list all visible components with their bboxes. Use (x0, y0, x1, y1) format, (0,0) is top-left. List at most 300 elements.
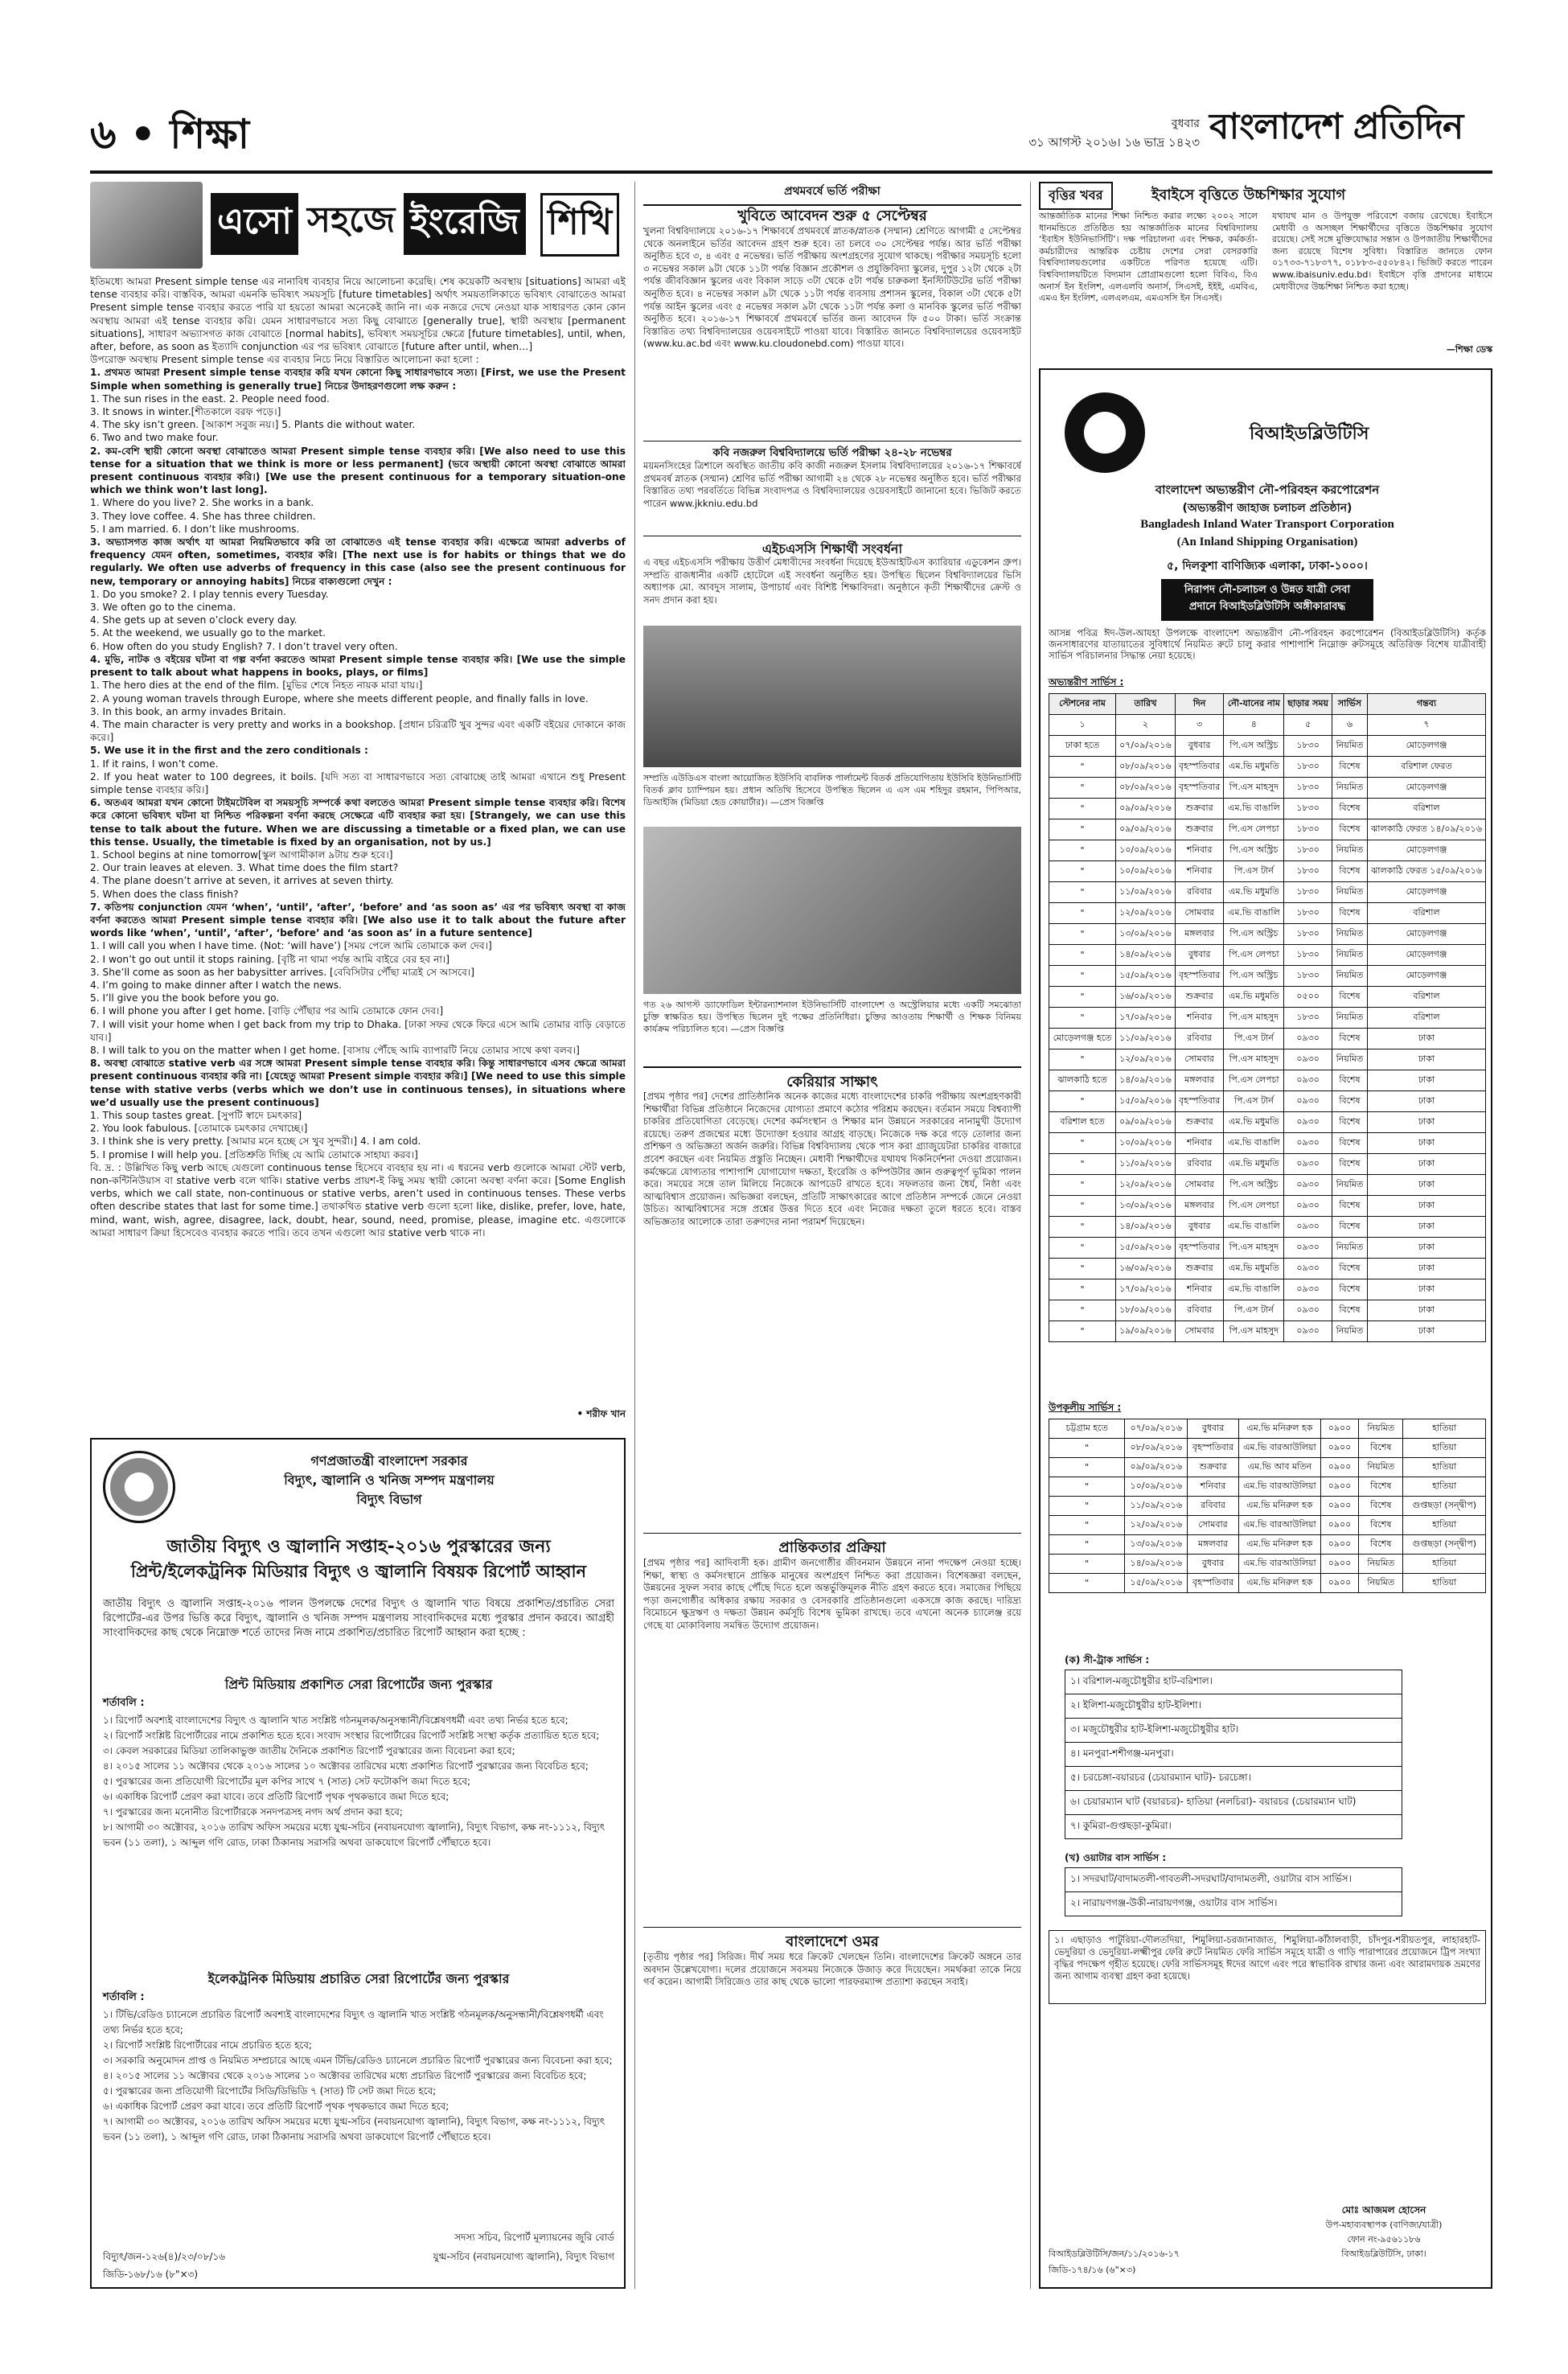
table-cell: " (1049, 1574, 1125, 1593)
english-lesson (90, 182, 626, 1420)
table-cell: " (1049, 1300, 1116, 1321)
print-award-title: প্রিন্ট মিডিয়ায় প্রকাশিত সেরা রিপোর্টের জন্য পুরস্কার (224, 1677, 493, 1692)
table-cell: ১৪/০৯/২০১৬ (1115, 1217, 1175, 1238)
table-cell: সোমবার (1175, 1175, 1223, 1196)
table-cell: পি.এস মাহসুদ (1224, 1238, 1284, 1259)
table-cell: মোড়েলগঞ্জ (1367, 778, 1485, 799)
table-row (1049, 1133, 1486, 1154)
table-cell: এম.ভি বারআউলিয়া (1238, 1555, 1320, 1574)
table-cell: ১৮৩০ (1284, 799, 1332, 819)
page-number-section: ৬ • শিক্ষা (90, 110, 250, 158)
table-cell: " (1049, 840, 1116, 861)
table-cell: বরিশাল ফেরত (1367, 757, 1485, 778)
table-cell: " (1049, 945, 1116, 966)
table-cell: বিশেষ (1359, 1439, 1403, 1458)
table-cell: " (1049, 799, 1116, 819)
table-cell: ঢাকা (1367, 1133, 1485, 1154)
table-cell: বিশেষ (1359, 1516, 1403, 1535)
table-cell: ২। নারায়ণগঞ্জ-উকী-নারায়ণগঞ্জ, ওয়াটার বাস সার্ভিস। (1065, 1892, 1402, 1916)
govt-title-1: জাতীয় বিদ্যুৎ ও জ্বালানি সপ্তাহ-২০১৬ পুরস্কারের জন্য (166, 1537, 551, 1557)
table-cell: সোমবার (1175, 903, 1223, 924)
table-row (1049, 1154, 1486, 1175)
table-cell: রবিবার (1175, 1154, 1223, 1175)
biwtc-notice: আসন্ন পবিত্র ঈদ-উল-আযহা উপলক্ষে বাংলাদেশ অভ্যন্তরীণ নৌ-পরিবহন করপোরেশন (বিআইডব্লিউটিসি) কর্তৃক জনসাধারণের যাতায়াতের সুবিধার্থে নিয়মিত রুটে চালু করার পাশাপাশি নিম্নোক্ত রুটসমূহে অতিরিক্ত বিশেষ যাত্রীবাহী সার্ভিস পরিচালনার সিদ্ধান্ত নেয়া হয়েছে। (1049, 627, 1486, 661)
table-cell: ১০/০৯/২০১৬ (1115, 861, 1175, 882)
table-cell: হাতিয়া (1403, 1439, 1486, 1458)
table-cell: ১৪/০৯/২০১৬ (1115, 1070, 1175, 1091)
table-cell: " (1049, 1238, 1116, 1259)
table-cell: " (1049, 819, 1116, 840)
govt-dfp: জিডি-১৬৮/১৬ (৮"×৩) (103, 2269, 199, 2280)
banner-word-1: এসো (211, 193, 298, 255)
table-cell: ০৯/০৯/২০১৬ (1125, 1458, 1188, 1477)
table-row (1049, 966, 1486, 987)
table-cell: হাতিয়া (1403, 1419, 1486, 1439)
table-cell: এম.ভি বাঙালি (1224, 1133, 1284, 1154)
table-cell: ০৯০০ (1320, 1439, 1358, 1458)
table-cell: বিশেষ (1332, 903, 1367, 924)
daffodil-caption: গত ২৬ আগস্ট ড্যাফোডিল ইন্টারন্যাশনাল ইউনিভার্সিটি বাংলাদেশ ও অস্ট্রেলিয়ার মধ্যে একটি সমঝোতা চুক্তি স্বাক্ষরিত হয়। উপস্থিত ছিলেন দুই পক্ষের প্রতিনিধিরা। চুক্তির আওতায় শিক্ষার্থী ও শিক্ষক বিনিময় কার্যক্রম পরিচালিত হবে। —প্রেস বিজ্ঞপ্তি (643, 1000, 1021, 1034)
biwtc-ref: বিআইডব্লিউটিসি/জন/১১/২০১৬-১৭ (1049, 2249, 1180, 2259)
table-cell: নিয়মিত (1332, 1049, 1367, 1070)
table-cell: বুধবার (1188, 1419, 1239, 1439)
stative-note: বি. দ্র. : উল্লিখিত কিছু verb আছে যেগুলো continuous tense হিসেবে ব্যবহার হয় না। এ ধরনের verb গুলোকে আমরা স্টেট verb, non-কন্টিনিউয়াস বা stative verb বলে থাকি। stative verbs প্রায়শ-ই কিছু সময় স্থায়ী কোনো অবস্থা বর্ণনা করে। [Some English verbs, which we call state, non-continuous or stative verbs, aren’t used in continuous tenses. These verbs often describe states that last for some time.] তথাকথিত stative verb গুলো হলো like, dislike, prefer, love, hate, mind, want, wish, agree, disagree, lack, doubt, hear, sound, need, promise, please, imagine etc. এগুলোকে আমরা সাধারণ ক্রিয়া হিসেবেও ব্যবহার করতে পারি। তবে তখন এগুলো আর stative verb থাকে না। (90, 1161, 626, 1238)
lesson-author: • শরীফ খান (577, 1408, 626, 1419)
table-row (1049, 1196, 1486, 1217)
table-cell: " (1049, 1516, 1125, 1535)
table-cell: ঝালকাঠি ফেরত ১৫/০৯/২০১৬ (1367, 861, 1485, 882)
table-cell: এম.ভি মনিরুল হক (1238, 1419, 1320, 1439)
biwtc-en-name: Bangladesh Inland Water Transport Corporation (1140, 518, 1394, 531)
rule-5: 5. We use it in the first and the zero conditionals : (90, 745, 368, 757)
table-cell: ঢাকা (1367, 1238, 1485, 1259)
table-cell: " (1049, 1497, 1125, 1516)
govt-signatory-2: যুগ্ম-সচিব (নবায়নযোগ্য জ্বালানি), বিদ্যুৎ বিভাগ (433, 2251, 614, 2262)
table-cell: ০৯৩০ (1284, 1070, 1332, 1091)
table-row (1049, 945, 1486, 966)
table-cell: এম.ভি বারআউলিয়া (1238, 1439, 1320, 1458)
debate-photo (643, 827, 1021, 994)
table-cell: ০৯৩০ (1284, 1112, 1332, 1133)
table-cell: " (1049, 903, 1116, 924)
electronic-conditions: ১। টিভি/রেডিও চ্যানেলে প্রচারিত রিপোর্ট অবশ্যই বাংলাদেশের বিদ্যুৎ ও জ্বালানি খাত সংশ্লিষ্ট গঠনমূলক/অনুসন্ধানী/বিশ্লেষণধর্মী এবং তথ্য নির্ভর হতে হবে; ২। রিপোর্ট সংশ্লিষ্ট রিপোর্টারের নামে প্রচারিত হতে হবে; ৩। সরকারি অনুমোদন প্রাপ্ত ও নিয়মিত সম্প্রচারে আছে এমন টিভি/রেডিও চ্যানেলে প্রচারিত রিপোর্ট পুরস্কারের জন্য বিবেচনা করা হবে; ৪। ২০১৫ সালের ১১ অক্টোবর থেকে ২০১৬ সালের ১০ অক্টোবর তারিখের মধ্যে প্রচারিত রিপোর্ট পুরস্কারের জন্য বিবেচিত হবে; ৫। পুরস্কারের জন্য প্রতিযোগী রিপোর্টের সিডি/ডিভিডি ৭ (সাত) টি সেট জমা দিতে হবে; ৬। একাধিক রিপোর্ট প্রেরণ করা যাবে। তবে প্রতিটি রিপোর্ট পৃথক পৃথকভাবে জমা দিতে হবে; ৭। আগামী ৩০ অক্টোবর, ২০১৬ তারিখ অফিস সময়ের মধ্যে যুগ্ম-সচিব (নবায়নযোগ্য জ্বালানি), বিদ্যুৎ বিভাগ, কক্ষ নং-১১১২, বিদ্যুৎ ভবন (১১ তলা), ১ আব্দুল গণি রোড, ঢাকা ঠিকানায় সরাসরি অথবা ডাকযোগে রিপোর্ট পৌঁছাতে হবে। (103, 2009, 613, 2142)
table-cell: বিশেষ (1359, 1477, 1403, 1497)
nazrul-headline: কবি নজরুল বিশ্ববিদ্যালয়ে ভর্তি পরীক্ষা ২৪-২৮ নভেম্বর (643, 441, 1021, 462)
table-cell: এম.ভি মধুমতি (1224, 882, 1284, 903)
table-cell: বিশেষ (1332, 1070, 1367, 1091)
lesson-summary: উপরোক্ত অবস্থায় Present simple tense এর ব্যবহার নিচে নিয়ে বিস্তারিত আলোচনা করা হলো : (90, 354, 479, 366)
table-cell: ১০/০৯/২০১৬ (1115, 1133, 1175, 1154)
table-cell: ০৭/০৯/২০১৬ (1125, 1419, 1188, 1439)
table-cell: বুধবার (1188, 1555, 1239, 1574)
table-cell: নিয়মিত (1359, 1555, 1403, 1574)
table-cell: নিয়মিত (1359, 1458, 1403, 1477)
govt-title-2: প্রিন্ট/ইলেকট্রনিক মিডিয়ার বিদ্যুৎ ও জ্বালানি বিষয়ক রিপোর্ট আহ্বান (130, 1562, 587, 1581)
table-cell: ১১/০৯/২০১৬ (1115, 1029, 1175, 1049)
examples-4: 1. The hero dies at the end of the film. [মুভির শেষে নিহত নায়ক মারা যায়।] 2. A young woman travels through Europe, where she meets different people, and finally falls in love. 3. In this book, an army invades Britain. 4. The main character is very pretty and works in a bookshop. [প্রধান চরিত্রটি খুব সুন্দর এবং একটি বইয়ের দোকানে কাজ করে।] (90, 680, 626, 744)
table-cell: রবিবার (1188, 1497, 1239, 1516)
table-cell: ০৫০০ (1284, 987, 1332, 1008)
table-cell: ১৮৩০ (1284, 945, 1332, 966)
table-cell: ১২/০৯/২০১৬ (1125, 1516, 1188, 1535)
biwtc-slogan-1: নিরাপদ নৌ-চলাচল ও উন্নত যাত্রী সেবা (1184, 584, 1351, 596)
coastal-service-label: উপকূলীয় সার্ভিস : (1049, 1402, 1122, 1413)
table-cell: ৭। কুমিরা-গুপ্তছড়া-কুমিরা। (1065, 1815, 1402, 1839)
table-cell: ১৮৩০ (1284, 778, 1332, 799)
table-cell: ঢাকা (1367, 1154, 1485, 1175)
table-cell: ঢাকা (1367, 1049, 1485, 1070)
table-cell: ১। বরিশাল-মজুচৌধুরীর হাট-বরিশাল। (1065, 1670, 1402, 1694)
list-item (1065, 1743, 1402, 1767)
table-cell: শনিবার (1175, 840, 1223, 861)
table-cell: ঝালকাঠি ফেরত ১৪/০৯/২০১৬ (1367, 819, 1485, 840)
table-cell: ০৯৩০ (1284, 1217, 1332, 1238)
table-cell: নিয়মিত (1332, 882, 1367, 903)
table-cell: গুপ্তছড়া (সন্দ্বীপ) (1403, 1497, 1486, 1516)
nazrul-body: ময়মনসিংহের ত্রিশালে অবস্থিত জাতীয় কবি কাজী নজরুল ইসলাম বিশ্ববিদ্যালয়ের ২০১৬-১৭ শিক্ষাবর্ষে প্রথমবর্ষ স্নাতক (সম্মান) শ্রেণির ভর্তি পরীক্ষা আগামী ২৪ থেকে ২৮ নভেম্বর অনুষ্ঠিত হবে। ভর্তি পরীক্ষার বিস্তারিত তথ্য পরবর্তিতে বিভিন্ন সংবাদপত্র ও বিশ্ববিদ্যালয়ের ওয়েবসাইটে জানানো হবে। ভিজিট করতে পারেন www.jkkniu.edu.bd (643, 460, 1021, 509)
govt-intro: জাতীয় বিদ্যুৎ ও জ্বালানি সপ্তাহ-২০১৬ পালন উপলক্ষে দেশের বিদ্যুৎ ও জ্বালানি খাত বিষয়ে প্রকাশিত/প্রচারিত সেরা রিপোর্টের-এর উপর ভিত্তি করে বিদ্যুৎ, জ্বালানি ও খনিজ সম্পদ মন্ত্রণালয় সাংবাদিকদের মধ্যে পুরস্কার প্রদান করবে। আগ্রহী সাংবাদিকদের কাছ থেকে নিম্নোক্ত শর্তে তাদের নিজ নামে প্রকাশিত/প্রচারিত রিপোর্ট আহ্বান করা হচ্ছে : (103, 1598, 614, 1639)
table-cell: এম.ভি মধুমতি (1224, 757, 1284, 778)
table-row (1049, 861, 1486, 882)
coastal-table-body (1049, 1419, 1486, 1593)
biwtc-slogan-2: প্রদানে বিআইডব্লিউটিসি অঙ্গীকারাবদ্ধ (1188, 601, 1346, 613)
table-cell: বিশেষ (1359, 1497, 1403, 1516)
table-cell: " (1049, 1458, 1125, 1477)
table-row (1049, 1497, 1486, 1516)
table-cell: ০৯০০ (1320, 1574, 1358, 1593)
table-cell: ৫। চরচেঙ্গা-বয়ারচর (চেয়ারম্যান ঘাট)- চরচেঙ্গা। (1065, 1767, 1402, 1791)
table-cell: ১২/০৯/২০১৬ (1115, 1049, 1175, 1070)
electronic-award-title: ইলেকট্রনিক মিডিয়ায় প্রচারিত সেরা রিপোর্টের জন্য পুরস্কার (207, 1971, 510, 1986)
list-item (1065, 1694, 1402, 1719)
print-conditions-label: শর্তাবলি : (103, 1697, 145, 1709)
banner-word-4: শিখি (540, 193, 619, 257)
biwtc-phone: ফোন নং-৯৫৬১১৮৬ (1347, 2234, 1421, 2245)
table-cell: ১৮৩০ (1284, 882, 1332, 903)
table-cell: ০৯৩০ (1284, 1196, 1332, 1217)
table-cell: ০৯৩০ (1284, 1321, 1332, 1342)
table-row (1049, 924, 1486, 945)
table-cell: ০৯৩০ (1284, 1049, 1332, 1070)
scholarship-byline: —শিক্ষা ডেস্ক (1446, 344, 1492, 355)
table-cell: ০৯০০ (1320, 1555, 1358, 1574)
table-cell: ০৯৩০ (1284, 1091, 1332, 1112)
table-cell: হাতিয়া (1403, 1458, 1486, 1477)
print-conditions: ১। রিপোর্ট অবশ্যই বাংলাদেশের বিদ্যুৎ ও জ্বালানি খাত সংশ্লিষ্ট গঠনমূলক/অনুসন্ধানী/বিশ্লেষণধর্মী এবং তথ্য নির্ভর হতে হবে; ২। রিপোর্ট সংশ্লিষ্ট রিপোর্টারের নামে প্রকাশিত হতে হবে। সংবাদ সংস্থার রিপোর্টারের রিপোর্ট সংশ্লিষ্ট সংস্থা কর্তৃক প্রত্যায়িত হতে হবে; ৩। কেবল সরকারের মিডিয়া তালিকাভুক্ত জাতীয় দৈনিকে প্রকাশিত রিপোর্ট পুরস্কারের জন্য বিবেচনা করা হবে; ৪। ২০১৫ সালের ১১ অক্টোবর থেকে ২০১৬ সালের ১০ অক্টোবর তারিখের মধ্যে প্রকাশিত রিপোর্ট পুরস্কারের জন্য বিবেচিত হবে; ৫। পুরস্কারের জন্য প্রতিযোগী রিপোর্টের মূল কপির সাথে ৭ (সাত) সেট ফটোকপি জমা দিতে হবে; ৬। একাধিক রিপোর্ট প্রেরণ করা যাবে। তবে প্রতিটি রিপোর্ট পৃথক পৃথকভাবে জমা দিতে হবে; ৭। পুরস্কারের জন্য মনোনীত রিপোর্টারকে সনদপত্রসহ নগদ অর্থ প্রদান করা হবে; ৮। আগামী ৩০ অক্টোবর, ২০১৬ তারিখ অফিস সময়ের মধ্যে যুগ্ম-সচিব (নবায়নযোগ্য জ্বালানি), বিদ্যুৎ বিভাগ, কক্ষ নং-১১১২, বিদ্যুৎ ভবন (১১ তলা), ১ আব্দুল গণি রোড, ঢাকা ঠিকানায় সরাসরি অথবা ডাকযোগে রিপোর্ট পৌঁছাতে হবে। (103, 1715, 605, 1848)
table-cell: বৃহস্পতিবার (1175, 778, 1223, 799)
table-cell: ঢাকা (1367, 1196, 1485, 1217)
table-row (1049, 1321, 1486, 1342)
table-cell: ঢাকা (1367, 1091, 1485, 1112)
table-cell: নিয়মিত (1332, 736, 1367, 757)
table-cell: ১৮৩০ (1284, 840, 1332, 861)
table-cell: " (1049, 1196, 1116, 1217)
table-cell: ১৩/০৯/২০১৬ (1115, 924, 1175, 945)
table-cell: বুধবার (1175, 945, 1223, 966)
lesson-intro: ইতিমধ্যে আমরা Present simple tense এর নানাবিধ ব্যবহার নিয়ে আলোচনা করেছি। শেষ কয়েকটি অবস্থায় [situations] আমরা এই tense ব্যবহার করি। বাস্তবিক, আমরা এমনকি ভবিষ্যৎ সময়সূচি [future timetables] অর্থাৎ সময়তালিকাতে ভবিষ্যৎ বোঝাতেও আমরা Present simple tense ব্যবহার করতে পারি যা হয়তো আমরা অনেকেই জানি না। এক নজরে দেখে নেওয়া যাক সাধারণত কোন কোন অবস্থায় আমরা এই tense ব্যবহার করি। যেমন সাধারণভাবে সত্য কিছু বোঝাতে [generally true], স্থায়ী অবস্থায় [permanent situations], সাধারণ অভ্যাসগত কাজ বোঝাতে [normal habits], ভবিষ্যৎ সময়সূচির ক্ষেত্রে [future timetables], until, when, after, before, as soon as ইত্যাদি conjunction এর পর ভবিষ্যৎ বোঝাতে [future after until, when…] (90, 276, 626, 353)
table-cell: বিশেষ (1332, 757, 1367, 778)
biwtc-name: বিআইডব্লিউটিসি (1250, 424, 1369, 444)
biwtc-officer: মোঃ আজমল হোসেন (1341, 2204, 1426, 2216)
table-cell: পি.এস মাহসুদ (1224, 778, 1284, 799)
table-row (1049, 736, 1486, 757)
header-rule (90, 170, 1492, 174)
table-cell: ১১/০৯/২০১৬ (1115, 882, 1175, 903)
table-row (1049, 1419, 1486, 1439)
table-cell: নিয়মিত (1332, 1008, 1367, 1029)
rule-4: 4. মুভি, নাটক ও বইয়ের ঘটনা বা গল্প বর্ণনা করতেও আমরা Present simple tense ব্যবহার করি। [We use the simple present to talk about what happens in books, plays, or films] (90, 653, 626, 679)
admission-kicker: প্রথমবর্ষে ভর্তি পরীক্ষা (643, 182, 1021, 206)
table-cell: ১৬/০৯/২০১৬ (1115, 1259, 1175, 1279)
issue-date: ৩১ আগস্ট ২০১৬। ১৬ ভাদ্র ১৪২৩ (1028, 135, 1200, 150)
table-cell: বিশেষ (1332, 1029, 1367, 1049)
table-cell: বিশেষ (1332, 861, 1367, 882)
table-cell: " (1049, 966, 1116, 987)
table-cell: পি.এস লেপচা (1224, 1196, 1284, 1217)
waterbus-table-body (1065, 1868, 1402, 1916)
table-cell: " (1049, 882, 1116, 903)
table-cell: " (1049, 987, 1116, 1008)
table-cell: ১১/০৯/২০১৬ (1115, 1154, 1175, 1175)
table-cell: হাতিয়া (1403, 1477, 1486, 1497)
table-row (1049, 1217, 1486, 1238)
govt-line-1: গণপ্রজাতন্ত্রী বাংলাদেশ সরকার (310, 1453, 468, 1468)
examples-7: 1. I will call you when I have time. (Not: ‘will have’) [সময় পেলে আমি তোমাকে কল দেব।] 2. I won’t go out until it stops raining. [বৃষ্টি না থামা পর্যন্ত আমি বাইরে বের হব না।] 3. She’ll come as soon as her babysitter arrives. [বেবিসিটার পৌঁছা মাত্রই সে আসবে।] 4. I’m going to make dinner after I watch the news. 5. I’ll give you the book before you go. 6. I will phone you after I get home. [বাড়ি পৌঁছার পর আমি তোমাকে ফোন দেব।] 7. I will visit your home when I get back from my trip to Dhaka. [ঢাকা সফর থেকে ফিরে এসে আমি তোমার বাড়ি বেড়াতে যাব।] 8. I will talk to you on the matter when I get home. [বাসায় পৌঁছে আমি ব্যাপারটি নিয়ে তোমার সাথে কথা বলব।] (90, 940, 626, 1056)
table-cell: ১৮/০৯/২০১৬ (1115, 1300, 1175, 1321)
seatruck-table-body (1065, 1670, 1402, 1839)
table-cell: বিশেষ (1359, 1535, 1403, 1555)
table-cell: ঢাকা (1367, 1279, 1485, 1300)
prant-body: [প্রথম পৃষ্ঠার পর] আদিবাসী হক। গ্রামীণ জনগোষ্ঠীর জীবনমান উন্নয়নে নানা পদক্ষেপ নেওয়া হচ্ছে। শিক্ষা, স্বাস্থ্য ও কর্মসংস্থানে প্রান্তিক মানুষের অংশগ্রহণ নিশ্চিত করা প্রয়োজন। বিশেষজ্ঞরা বলছেন, উন্নয়নের সুফল সবার কাছে পৌঁছে দিতে হলে অন্তর্ভুক্তিমূলক নীতি গ্রহণ করতে হবে। সমাজের পিছিয়ে পড়া জনগোষ্ঠীর অধিকার রক্ষায় সরকার ও বেসরকারি প্রতিষ্ঠানগুলো একসঙ্গে কাজ করছে। দারিদ্র্য বিমোচনে ক্ষুদ্রঋণ ও দক্ষতা উন্নয়ন কর্মসূচি বিশেষ ভূমিকা রাখছে। তবে এখনো অনেক চ্যালেঞ্জ রয়ে গেছে যা মোকাবিলায় সমন্বিত উদ্যোগ প্রয়োজন। (643, 1557, 1021, 1631)
waterbus-label: (খ) ওয়াটার বাস সার্ভিস : (1065, 1852, 1167, 1863)
table-cell: " (1049, 1049, 1116, 1070)
table-cell: নিয়মিত (1332, 924, 1367, 945)
table-cell: ঝালকাঠি হতে (1049, 1070, 1116, 1091)
table-cell: বৃহস্পতিবার (1188, 1439, 1239, 1458)
biwtc-logo-icon (1065, 392, 1145, 473)
table-cell: ০৯০০ (1320, 1516, 1358, 1535)
banner-word-3: ইংরেজি (404, 193, 526, 255)
table-cell: এম.ভি মধুমতি (1224, 1112, 1284, 1133)
table-cell: শুক্রবার (1175, 799, 1223, 819)
table-cell: ১৫/০৯/২০১৬ (1115, 966, 1175, 987)
table-cell: বিশেষ (1332, 819, 1367, 840)
table-cell: রবিবার (1175, 1029, 1223, 1049)
table-row (1049, 1070, 1486, 1091)
table-cell: ১৬/০৯/২০১৬ (1115, 987, 1175, 1008)
table-cell: ১। সদরঘাট/বাদামতলী-গাবতলী-সদরঘাট/বাদামতলী, ওয়াটার বাস সার্ভিস। (1065, 1868, 1402, 1892)
table-cell: ১২/০৯/২০১৬ (1115, 1175, 1175, 1196)
table-cell: ১৮৩০ (1284, 819, 1332, 840)
table-cell: নিয়মিত (1332, 1175, 1367, 1196)
hsc-headline: এইচএসসি শিক্ষার্থী সংবর্ধনা (643, 536, 1021, 561)
inland-table-body (1049, 736, 1486, 1342)
table-row (1049, 799, 1486, 819)
table-cell: ০৯৩০ (1284, 1238, 1332, 1259)
scholarship-col-1: আন্তর্জাতিক মানের শিক্ষা নিশ্চিত করার লক্ষ্যে ২০০২ সালে ধানমন্ডিতে প্রতিষ্ঠিত হয় আন্তর্জাতিক মানের বিশ্ববিদ্যালয় ‘ইবাইস ইউনিভার্সিটি’। দক্ষ পরিচালনা এবং শিক্ষক, কর্মকর্তা-কর্মচারীদের আন্তরিক চেষ্টায় দেশের সেরা বেসরকারি বিশ্ববিদ্যালয়গুলোর একটিতে পরিণত হয়েছে এটি। বিশ্ববিদ্যালয়টিতে বিদ্যমান প্রোগ্রামগুলো হলো বিবিএ, বিএ অনার্স ইন ইংলিশ, এলএলবি অনার্স, সিএসই, ইইই, এমবিএ, এমএ ইন ইংলিশ, এলএলএম, এমএসসি ইন সিএসই। (1039, 211, 1258, 304)
table-cell: ১৩/০৯/২০১৬ (1125, 1535, 1188, 1555)
table-cell: রবিবার (1175, 882, 1223, 903)
table-cell: হাতিয়া (1403, 1574, 1486, 1593)
table-cell: পি.এস অস্ট্রিচ (1224, 736, 1284, 757)
table-cell: পি.এস লেপচা (1224, 819, 1284, 840)
table-cell: এম.ভি বাঙালি (1224, 1217, 1284, 1238)
table-cell: ১২/০৯/২০১৬ (1115, 903, 1175, 924)
table-cell: " (1049, 1091, 1116, 1112)
table-cell: বৃহস্পতিবার (1175, 1091, 1223, 1112)
table-cell: ১৪/০৯/২০১৬ (1125, 1555, 1188, 1574)
scholarship-col-2: যথাযথ মান ও উপযুক্ত পরিবেশে বজায় রেখেছে। ইবাইসে মেধাবী ও অসচ্ছল শিক্ষার্থীদের বৃত্তিতে উচ্চশিক্ষার সুযোগ রয়েছে। সেই সঙ্গে মুক্তিযোদ্ধার সন্তান ও উপজাতীয় শিক্ষার্থীদের জন্য রয়েছে বিশেষ সুবিধা। বিস্তারিত জানতে ফোন ০১৭৩৩-৭১৮৩৭৭, ০১৮৮৩-৫৫০৮৪২। ভিজিট করতে পারেন www.ibaisuniv.edu.bd। ইবাইসে বৃত্তি প্রদানের মাধ্যমে মেধাবীদের উচ্চশিক্ষা নিশ্চিত করা হচ্ছে। (1272, 211, 1492, 292)
table-cell: শুক্রবার (1175, 819, 1223, 840)
table-cell: ১৮৩০ (1284, 924, 1332, 945)
table-cell: পি.এস অস্ট্রিচ (1224, 966, 1284, 987)
table-cell: বৃহস্পতিবার (1175, 966, 1223, 987)
table-cell: শনিবার (1188, 1477, 1239, 1497)
table-cell: নিয়মিত (1332, 966, 1367, 987)
table-cell: ১৮৩০ (1284, 966, 1332, 987)
table-cell: " (1049, 1154, 1116, 1175)
table-cell: " (1049, 1217, 1116, 1238)
list-item (1065, 1719, 1402, 1743)
table-row (1049, 1112, 1486, 1133)
column-rule-1 (634, 182, 635, 2289)
table-cell: নিয়মিত (1359, 1574, 1403, 1593)
table-cell: পি.এস লেপচা (1224, 1070, 1284, 1091)
table-cell: হাতিয়া (1403, 1516, 1486, 1535)
table-cell: " (1049, 1008, 1116, 1029)
table-cell: পি.এস টার্ন (1224, 861, 1284, 882)
table-cell: বৃহস্পতিবার (1175, 757, 1223, 778)
table-row (1049, 1049, 1486, 1070)
table-cell: বরিশাল (1367, 1008, 1485, 1029)
table-cell: মোড়েলগঞ্জ (1367, 924, 1485, 945)
table-row (1049, 1516, 1486, 1535)
table-cell: ০৯০০ (1320, 1535, 1358, 1555)
table-cell: বৃহস্পতিবার (1188, 1574, 1239, 1593)
table-row (1049, 903, 1486, 924)
table-cell: ঢাকা (1367, 1259, 1485, 1279)
table-cell: ১১/০৯/২০১৬ (1125, 1497, 1188, 1516)
career-headline: কেরিয়ার সাক্ষাৎ (643, 1066, 1021, 1095)
table-cell: এম.ভি মনিরুল হক (1238, 1497, 1320, 1516)
table-row (1049, 987, 1486, 1008)
table-cell: নিয়মিত (1332, 778, 1367, 799)
examples-8: 1. This soup tastes great. [সুপটি স্বাদে চমৎকার] 2. You look fabulous. [তোমাকে চমৎকার দেখাচ্ছে।] 3. I think she is very pretty. [আমার মনে হচ্ছে সে খুব সুন্দরী।] 4. I am cold. 5. I promise I will help you. [প্রতিশ্রুতি দিচ্ছি যে আমি তোমাকে সাহায্য করব।] (90, 1110, 421, 1160)
table-cell: ঢাকা (1367, 1070, 1485, 1091)
table-cell: শুক্রবার (1175, 1259, 1223, 1279)
table-cell: বিশেষ (1332, 987, 1367, 1008)
table-cell: মঙ্গলবার (1188, 1535, 1239, 1555)
table-cell: " (1049, 1439, 1125, 1458)
masthead: বাংলাদেশ প্রতিদিন (1209, 106, 1463, 147)
table-cell: এম.ভি বারআউলিয়া (1238, 1477, 1320, 1497)
table-cell: বিশেষ (1332, 1091, 1367, 1112)
table-cell: শনিবার (1175, 1008, 1223, 1029)
table-cell: পি.এস মাহসুদ (1224, 1049, 1284, 1070)
table-cell: " (1049, 1321, 1116, 1342)
table-cell: ১৭/০৯/২০১৬ (1115, 1279, 1175, 1300)
table-cell: ঢাকা (1367, 1321, 1485, 1342)
list-item (1065, 1815, 1402, 1839)
omar-body: [তৃতীয় পৃষ্ঠার পর] সিরিজ। দীর্ঘ সময় ধরে ক্রিকেট খেলছেন তিনি। বাংলাদেশের ক্রিকেট অঙ্গনে তার অবদান উল্লেখযোগ্য। দলের প্রয়োজনে সবসময় নিজেকে উজাড় করে দিয়েছেন। সমর্থকরা তাকে নিয়ে গর্ব করেন। আগামী সিরিজেও তার কাছ থেকে ভালো পারফরম্যান্স প্রত্যাশা করছেন সবাই। (643, 1951, 1021, 1988)
table-cell: " (1049, 1477, 1125, 1497)
table-cell: " (1049, 1259, 1116, 1279)
career-body: [প্রথম পৃষ্ঠার পর] দেশের প্রাতিষ্ঠানিক অনেক কাজের মধ্যে বাংলাদেশের চাকরি পরীক্ষায় অংশগ্রহণকারী শিক্ষার্থীরা বিভিন্ন প্রতিষ্ঠানে নিজেদের যোগ্যতা প্রমাণে কঠোর পরিশ্রম করছেন। বর্তমান সময়ে বিশ্বব্যাপী চাকরির প্রতিযোগিতা বেড়েছে। দেশের কর্মসংস্থান ও শিক্ষার মান উন্নয়নে সরকারের নানামুখী উদ্যোগ রয়েছে। তরুণ প্রজন্মের মধ্যে উদ্যোক্তা হওয়ার আগ্রহ বাড়ছে। নিজেকে দক্ষ করে গড়ে তোলার জন্য প্রশিক্ষণ ও অভিজ্ঞতা অর্জন জরুরি। বিভিন্ন বিশ্ববিদ্যালয় থেকে পাস করা গ্র্যাজুয়েটরা চাকরির বাজারে প্রবেশ করছেন এবং নিয়মিত প্রস্তুতি নিচ্ছেন। মেধাবী শিক্ষার্থীদের যথাযথ দিকনির্দেশনা দেওয়া প্রয়োজন। কর্মক্ষেত্রে যোগ্যতার পাশাপাশি যোগাযোগ দক্ষতা, ইংরেজি ও কম্পিউটার জ্ঞান গুরুত্বপূর্ণ ভূমিকা পালন করে। সময়ের সঙ্গে তাল মিলিয়ে নিজেকে আপডেট রাখতে হবে। সফলতার জন্য ধৈর্য, নিষ্ঠা এবং আত্মবিশ্বাস প্রয়োজন। অভিজ্ঞরা বলছেন, প্রতিটি সাক্ষাৎকারের আগে প্রতিষ্ঠান সম্পর্কে জেনে নেওয়া উচিত। আত্মবিশ্বাসের সঙ্গে প্রশ্নের উত্তর দিতে হবে এবং নিজের দক্ষতা তুলে ধরতে হবে। বাস্তব অভিজ্ঞতার আলোকে তারা তরুণদের নানা পরামর্শ দিয়েছেন। (643, 1090, 1021, 1227)
table-cell: শনিবার (1175, 1133, 1223, 1154)
inland-schedule-table (1049, 693, 1486, 1342)
table-row (1049, 882, 1486, 903)
table-cell: " (1049, 1535, 1125, 1555)
table-cell: বিশেষ (1332, 799, 1367, 819)
table-cell: মোড়েলগঞ্জ হতে (1049, 1029, 1116, 1049)
table-cell: ১৫/০৯/২০১৬ (1115, 1238, 1175, 1259)
biwtc-slogan (1161, 579, 1373, 621)
table-cell: " (1049, 1555, 1125, 1574)
table-cell: এম.ভি মধুমতি (1224, 1259, 1284, 1279)
table-cell: ১৮৩০ (1284, 903, 1332, 924)
table-cell: এম.ভি মধুমতি (1224, 987, 1284, 1008)
table-cell: এম.ভি বাঙালি (1224, 799, 1284, 819)
table-row (1049, 1029, 1486, 1049)
scholarship-headline: ইবাইসে বৃত্তিতে উচ্চশিক্ষার সুযোগ (1151, 187, 1346, 203)
table-cell: ১৮৩০ (1284, 757, 1332, 778)
table-row (1049, 1008, 1486, 1029)
table-cell: শুক্রবার (1175, 1112, 1223, 1133)
table-cell: বিশেষ (1332, 1133, 1367, 1154)
rule-3: 3. অভ্যাসগত কাজ অর্থাৎ যা আমরা নিয়মিতভাবে করি তা বোঝাতেও এই tense ব্যবহার করি। এক্ষেত্রে আমরা adverbs of frequency যেমন often, sometimes, ব্যবহার করি। [The next use is for habits or things that we do regularly. We often use adverbs of frequency in this case (also see the present continuous for new, temporary or annoying habits] নিচের বাক্যগুলো দেখুন : (90, 536, 626, 587)
table-cell: বরিশাল হতে (1049, 1112, 1116, 1133)
table-cell: মঙ্গলবার (1175, 1196, 1223, 1217)
table-cell: ১৩/০৯/২০১৬ (1115, 1196, 1175, 1217)
lesson-photo (90, 182, 203, 269)
table-cell: মোড়েলগঞ্জ (1367, 736, 1485, 757)
table-cell: ০৯৩০ (1284, 1259, 1332, 1279)
table-cell: এম.ভি আব মতিন (1238, 1458, 1320, 1477)
govt-ad (90, 1438, 626, 2289)
examples-2: 1. Where do you live? 2. She works in a bank. 3. They love coffee. 4. She has three children. 5. I am married. 6. I don’t like mushrooms. (90, 497, 316, 535)
table-cell: ১৮৩০ (1284, 736, 1332, 757)
biwtc-en-sub: (An Inland Shipping Organisation) (1176, 536, 1358, 548)
table-cell: এম.ভি মনিরুল হক (1238, 1535, 1320, 1555)
table-row (1049, 1279, 1486, 1300)
table-cell: ১৫/০৯/২০১৬ (1115, 1091, 1175, 1112)
table-cell: পি.এস অস্ট্রিচ (1224, 840, 1284, 861)
table-cell: " (1049, 1279, 1116, 1300)
table-cell: এম.ভি বাঙালি (1224, 1279, 1284, 1300)
rule-7: 7. কতিপয় conjunction যেমন ‘when’, ‘until’, ‘after’, ‘before’ and ‘as soon as’ এর পর ভবিষ্যৎ অবস্থা বা কাজ বর্ণনা করতেও আমরা Present simple tense ব্যবহার করি। [We also use it to talk about the future after words like ‘when’, ‘until’, ‘after’, ‘before’ and ‘as soon as’ in a future sentence] (90, 901, 626, 939)
table-cell: ০৯৩০ (1284, 1029, 1332, 1049)
table-cell: পি.এস অস্ট্রিচ (1224, 1175, 1284, 1196)
lesson-body (90, 275, 626, 1409)
table-cell: ১৯/০৯/২০১৬ (1115, 1321, 1175, 1342)
list-item (1065, 1791, 1402, 1815)
table-cell: সোমবার (1175, 1049, 1223, 1070)
table-cell: পি.এস টার্ন (1224, 1091, 1284, 1112)
table-cell: ০৯/০৯/২০১৬ (1115, 819, 1175, 840)
table-row (1049, 1238, 1486, 1259)
table-cell: বুধবার (1175, 1217, 1223, 1238)
prant-headline: প্রান্তিকতার প্রক্রিয়া (643, 1533, 1021, 1561)
table-cell: " (1049, 924, 1116, 945)
table-row (1049, 1091, 1486, 1112)
table-cell: ০৭/০৯/২০১৬ (1115, 736, 1175, 757)
table-cell: ০৯০০ (1320, 1477, 1358, 1497)
table-cell: বিশেষ (1332, 1300, 1367, 1321)
table-cell: ১৫/০৯/২০১৬ (1125, 1574, 1188, 1593)
table-cell: গুপ্তছড়া (সন্দ্বীপ) (1403, 1535, 1486, 1555)
table-number-row: ১ ২ ৩ ৪ ৫ ৬ ৭ (1049, 715, 1486, 736)
table-cell: নিয়মিত (1332, 1238, 1367, 1259)
